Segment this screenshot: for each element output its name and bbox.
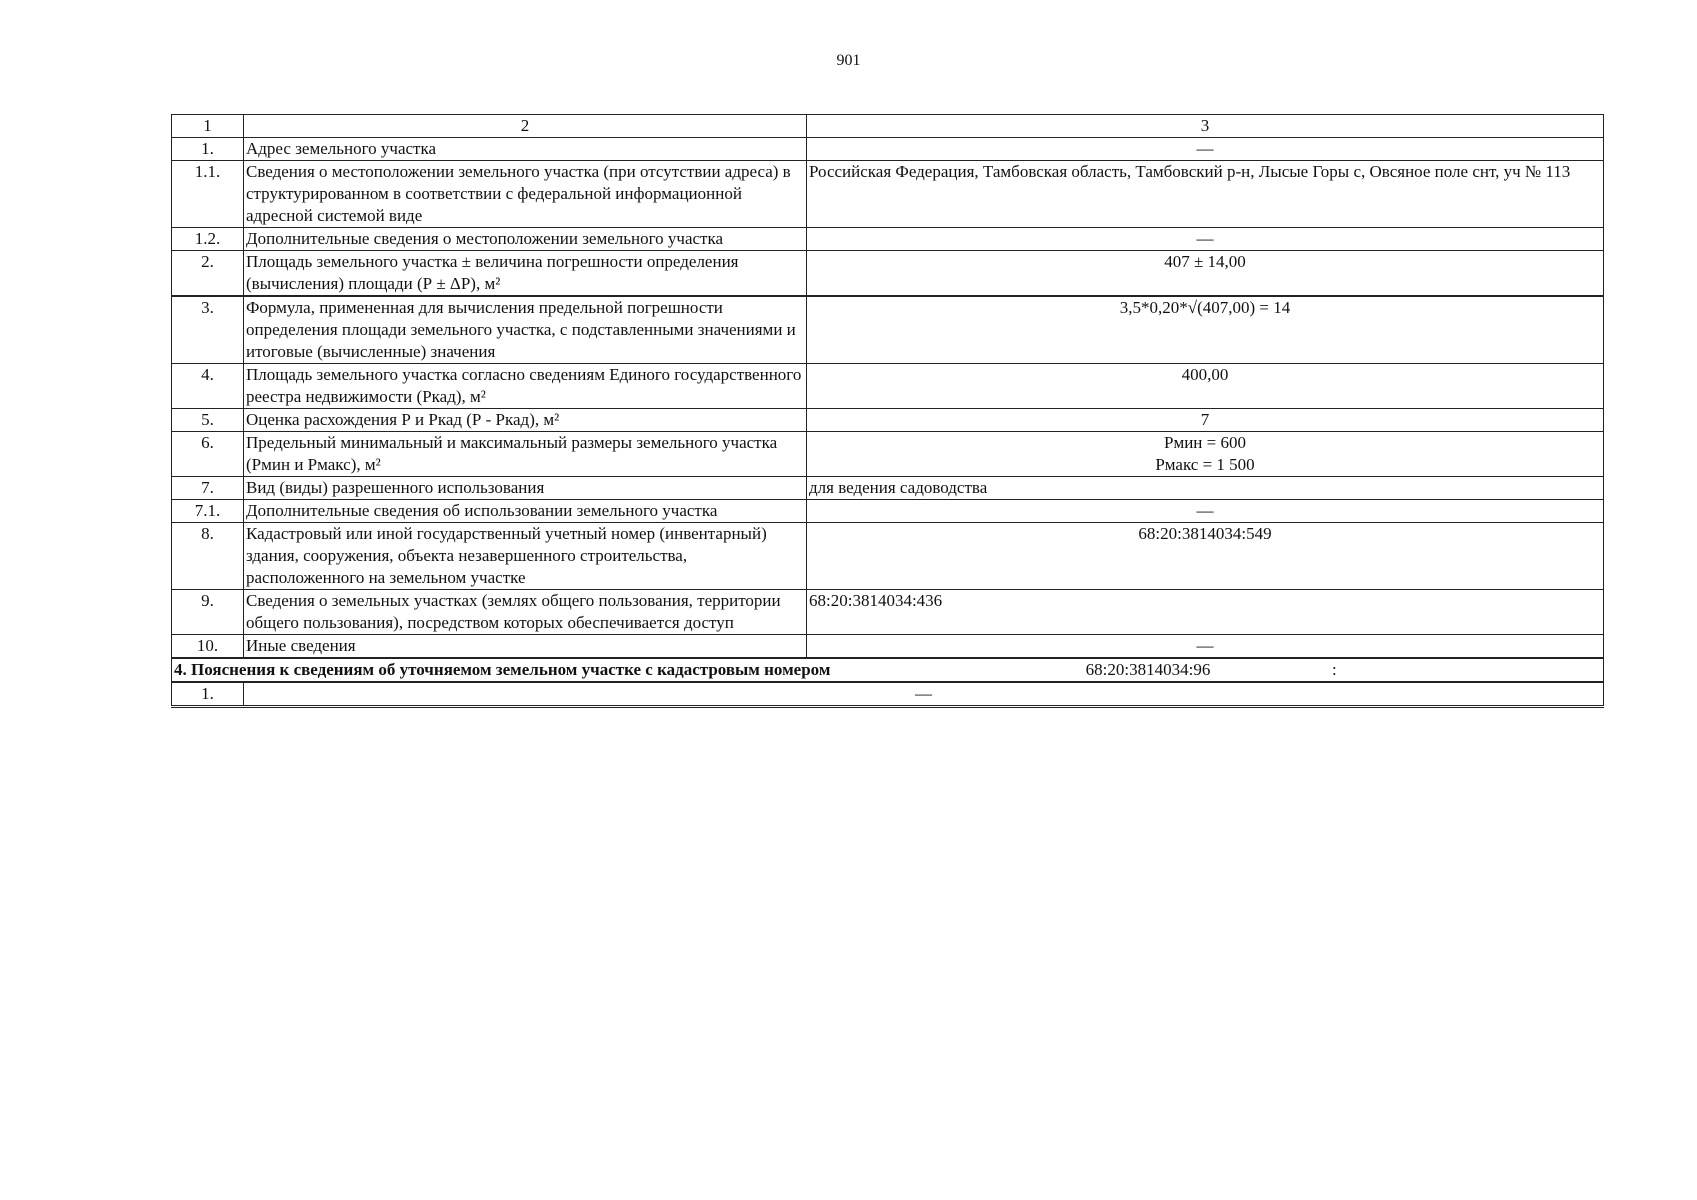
table-row: [172, 432, 1604, 477]
table-row: [172, 296, 1604, 364]
row-value: 68:20:3814034:436: [807, 590, 1604, 635]
section-4-header-row: [172, 658, 1604, 682]
row-number: 9.: [172, 590, 244, 635]
row-number: 1.: [172, 682, 244, 707]
row-label: Сведения о земельных участках (землях общего пользования, территории общего пользования), посредством которых обеспечивается доступ: [244, 590, 807, 635]
row-value: 3,5*0,20*√(407,00) = 14: [807, 296, 1604, 364]
row-value: 7: [807, 409, 1604, 432]
row-number: 1.: [172, 138, 244, 161]
row-value: 400,00: [807, 364, 1604, 409]
section-4-header: [172, 658, 1604, 682]
row-number: 7.: [172, 477, 244, 500]
row-number: 3.: [172, 296, 244, 364]
header-col-1: 1: [172, 115, 244, 138]
table-header-row: [172, 115, 1604, 138]
row-value: Российская Федерация, Тамбовская область, Тамбовский р-н, Лысые Горы с, Овсяное поле снт, уч № 113: [807, 161, 1604, 228]
row-number: 7.1.: [172, 500, 244, 523]
row-label: Вид (виды) разрешенного использования: [244, 477, 807, 500]
row-label: Предельный минимальный и максимальный размеры земельного участка (Рмин и Рмакс), м²: [244, 432, 807, 477]
row-label: Площадь земельного участка согласно сведениям Единого государственного реестра недвижимости (Ркад), м²: [244, 364, 807, 409]
row-label: Формула, примененная для вычисления предельной погрешности определения площади земельного участка, с подставленными значениями и итоговые (вычисленные) значения: [244, 296, 807, 364]
row-number: 2.: [172, 251, 244, 297]
row-value: [807, 432, 1604, 477]
row-label: Дополнительные сведения о местоположении земельного участка: [244, 228, 807, 251]
row-label: Оценка расхождения Р и Ркад (Р - Ркад), м²: [244, 409, 807, 432]
row-number: 1.2.: [172, 228, 244, 251]
row-number: 10.: [172, 635, 244, 659]
table-row: [172, 590, 1604, 635]
row-number: 5.: [172, 409, 244, 432]
row-value: —: [807, 228, 1604, 251]
table-row: [172, 523, 1604, 590]
row-label: Площадь земельного участка ± величина погрешности определения (вычисления) площади (Р ± ΔР), м²: [244, 251, 807, 297]
land-plot-info-table: [171, 114, 1604, 708]
row-value: —: [807, 138, 1604, 161]
header-col-3: 3: [807, 115, 1604, 138]
table-row: [172, 251, 1604, 297]
header-col-2: 2: [244, 115, 807, 138]
table-row: [172, 635, 1604, 659]
table-row: [172, 364, 1604, 409]
row-value: —: [244, 682, 1604, 707]
row-label: Иные сведения: [244, 635, 807, 659]
table-row: [172, 477, 1604, 500]
table-row: [172, 138, 1604, 161]
section-4-colon: :: [1332, 660, 1337, 679]
table-row: [172, 500, 1604, 523]
row-number: 4.: [172, 364, 244, 409]
section-4-cadastral-number: 68:20:3814034:96: [969, 659, 1327, 682]
row-number: 8.: [172, 523, 244, 590]
table-row: [172, 409, 1604, 432]
row-number: 6.: [172, 432, 244, 477]
table-row: [172, 161, 1604, 228]
row-value: —: [807, 635, 1604, 659]
row-value: —: [807, 500, 1604, 523]
row-value: 407 ± 14,00: [807, 251, 1604, 297]
row-label: Сведения о местоположении земельного участка (при отсутствии адреса) в структурированном в соответствии с федеральной информационной адресной системой виде: [244, 161, 807, 228]
min-size-value: Рмин = 600: [1164, 433, 1246, 452]
row-label: Адрес земельного участка: [244, 138, 807, 161]
row-label: Дополнительные сведения об использовании земельного участка: [244, 500, 807, 523]
row-label: Кадастровый или иной государственный учетный номер (инвентарный) здания, сооружения, объекта незавершенного строительства, расположенного на земельном участке: [244, 523, 807, 590]
row-number: 1.1.: [172, 161, 244, 228]
section-4-title: 4. Пояснения к сведениям об уточняемом земельном участке с кадастровым номером: [174, 660, 831, 679]
page-number: 901: [836, 52, 861, 69]
row-value: 68:20:3814034:549: [807, 523, 1604, 590]
table-row: [172, 228, 1604, 251]
table-row: [172, 682, 1604, 707]
row-value: для ведения садоводства: [807, 477, 1604, 500]
max-size-value: Рмакс = 1 500: [1155, 455, 1255, 474]
